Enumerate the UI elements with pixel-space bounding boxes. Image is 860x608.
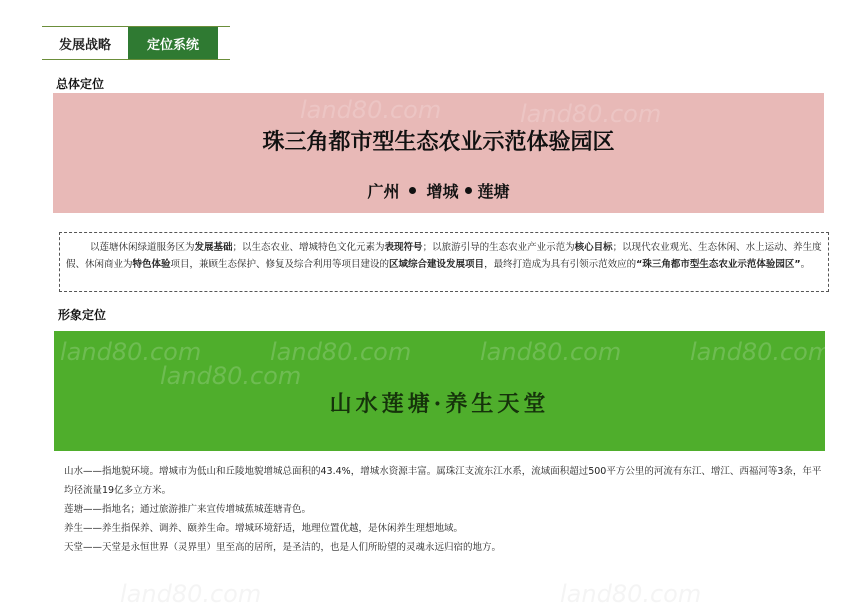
description-text: 项目，兼顾生态保护、修复及综合利用等项目建设的 bbox=[170, 259, 390, 270]
definition-term: 莲塘—— bbox=[64, 504, 103, 515]
image-slogan: 山水莲塘·养生天堂 bbox=[329, 391, 550, 417]
definition-text: 指地名；通过旅游推广来宣传增城蕉城莲塘青色。 bbox=[102, 504, 312, 515]
definition-item bbox=[64, 462, 824, 500]
definition-text: 指地貌环境。增城市为低山和丘陵地貌增城总面积的43.4%，增城水资源丰富。属珠江支流东江水系，流域面积超过500平方公里的河流有东江、增江、西福河等3条，年平均径流量19亿多立方米。 bbox=[64, 466, 822, 496]
description-emphasis: 核心目标 bbox=[574, 242, 613, 253]
overall-main-title: 珠三角都市型生态农业示范体验园区 bbox=[262, 130, 615, 155]
description-text: ，最终打造成为具有引领示范效应的 bbox=[484, 259, 637, 270]
image-section-title: 形象定位 bbox=[58, 308, 107, 322]
definition-item bbox=[64, 538, 824, 557]
watermark: land80.com bbox=[160, 362, 302, 390]
description-emphasis: “珠三角都市型生态农业示范体验园区” bbox=[636, 259, 801, 270]
watermark: land80.com bbox=[270, 338, 412, 366]
description-text: ；以生态农业、增城特色文化元素为 bbox=[232, 242, 385, 253]
location-guangzhou: 广州 bbox=[367, 182, 400, 201]
watermark: land80.com bbox=[520, 100, 662, 128]
description-emphasis: 表现符号 bbox=[384, 242, 423, 253]
definition-term: 养生—— bbox=[64, 523, 103, 534]
description-text: 以莲塘休闲绿道服务区为 bbox=[90, 242, 195, 253]
description-text: 。 bbox=[800, 259, 811, 270]
definition-item bbox=[64, 500, 824, 519]
overall-section-title: 总体定位 bbox=[56, 77, 105, 91]
description-emphasis: 特色体验 bbox=[132, 259, 171, 270]
definition-item bbox=[64, 519, 824, 538]
watermark: land80.com bbox=[60, 338, 202, 366]
description-text: ；以现代农业观光、生态休闲、水上运动、养生度假、休闲商业为 bbox=[66, 242, 822, 270]
description-emphasis: 发展基础 bbox=[194, 242, 233, 253]
overall-description bbox=[66, 239, 824, 273]
watermark: land80.com bbox=[480, 338, 622, 366]
location-line bbox=[53, 179, 824, 202]
tab-development-strategy[interactable]: 发展战略 bbox=[42, 27, 128, 59]
description-text: ；以旅游引导的生态农业产业示范为 bbox=[422, 242, 575, 253]
watermark: land80.com bbox=[560, 580, 702, 608]
watermark: land80.com bbox=[300, 96, 442, 124]
description-emphasis: 区域综合建设发展项目 bbox=[389, 259, 485, 270]
definition-term: 山水—— bbox=[64, 466, 103, 477]
definitions-list bbox=[64, 462, 824, 557]
location-zengcheng: 增城 bbox=[426, 182, 459, 201]
bullet-dot-icon bbox=[409, 187, 416, 194]
watermark: land80.com bbox=[690, 338, 832, 366]
tab-positioning-system[interactable]: 定位系统 bbox=[128, 27, 218, 59]
overall-description-box bbox=[59, 232, 829, 292]
bullet-dot-icon bbox=[465, 187, 472, 194]
definition-text: 天堂是永恒世界（灵界里）里至高的居所，是圣洁的，也是人们所盼望的灵魂永远归宿的地方。 bbox=[102, 542, 502, 553]
location-liantang: 莲塘 bbox=[477, 182, 510, 201]
tab-bar bbox=[42, 26, 230, 60]
watermark: land80.com bbox=[120, 580, 262, 608]
definition-text: 养生指保养、调养、颐养生命。增城环境舒适，地理位置优越，是休闲养生理想地域。 bbox=[102, 523, 464, 534]
definition-term: 天堂—— bbox=[64, 542, 103, 553]
